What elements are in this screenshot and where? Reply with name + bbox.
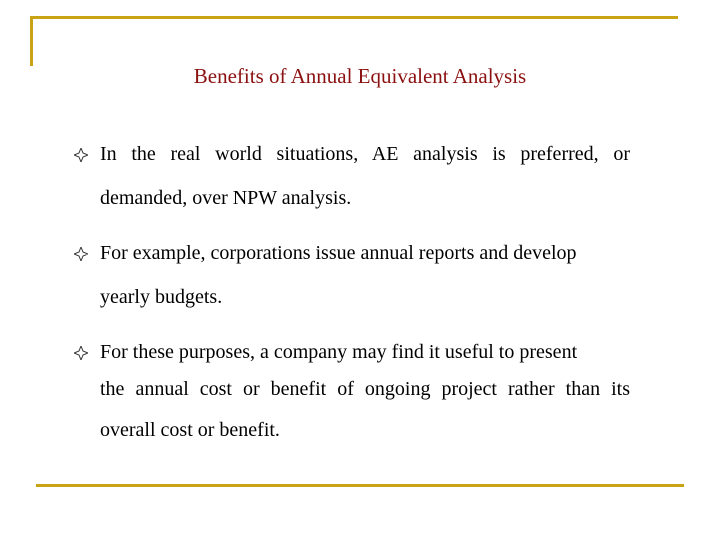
- bullet-2-line-2: yearly budgets.: [100, 286, 223, 308]
- top-border-line: [30, 16, 678, 19]
- diamond-star-bullet-icon: [74, 247, 88, 261]
- bullet-1-line-2: demanded, over NPW analysis.: [100, 187, 352, 209]
- diamond-star-bullet-icon: [74, 148, 88, 162]
- bullet-2-line-1: For example, corporations issue annual reports and develop: [100, 242, 577, 264]
- bullet-3-line-2: the annual cost or benefit of ongoing project rather than its: [100, 378, 630, 400]
- left-border-line: [30, 16, 33, 66]
- bottom-border-line: [36, 484, 684, 487]
- bullet-1-line-1: In the real world situations, AE analysis is preferred, or: [100, 143, 630, 165]
- bullet-3-line-1: For these purposes, a company may find it useful to present: [100, 341, 578, 363]
- diamond-star-bullet-icon: [74, 346, 88, 360]
- slide-title: Benefits of Annual Equivalent Analysis: [193, 64, 527, 88]
- bullet-3-line-3: overall cost or benefit.: [100, 419, 280, 441]
